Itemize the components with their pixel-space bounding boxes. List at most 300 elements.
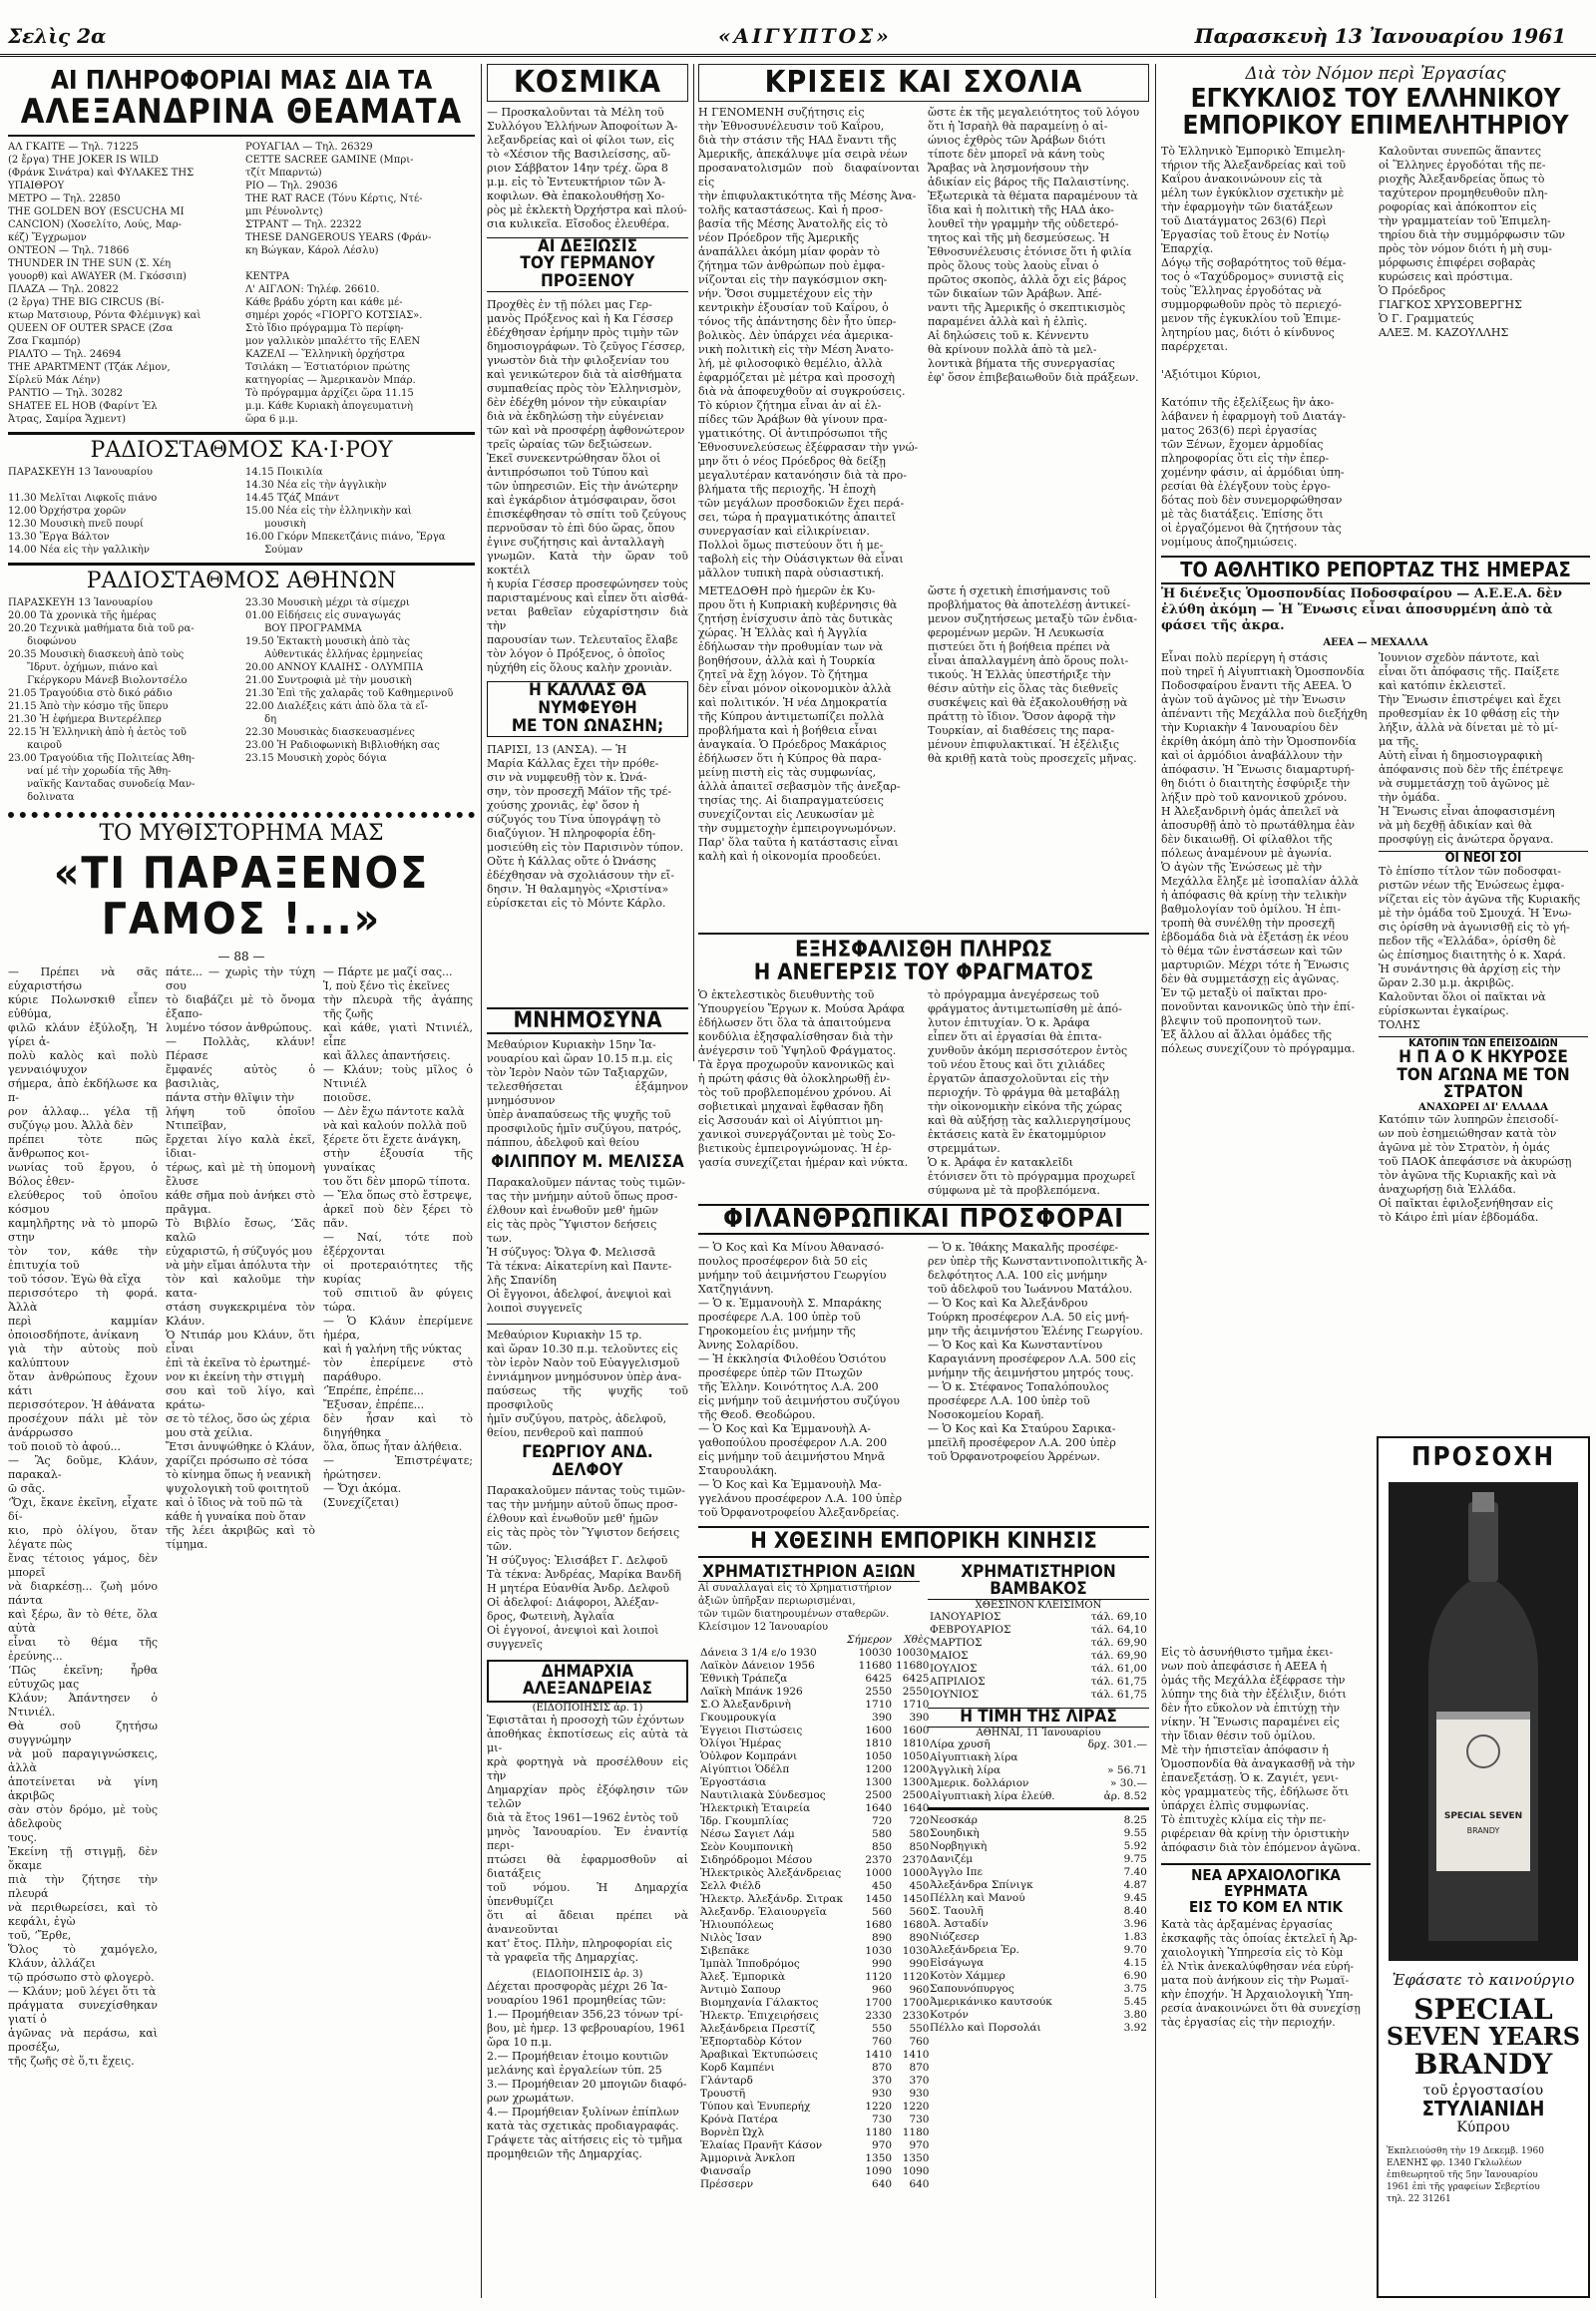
stock-row-cell: 1050 (902, 1750, 930, 1763)
info-title: ΑΙ ΠΛΗΡΟΦΟΡΙΑΙ ΜΑΣ ΔΙΑ ΤΑ (50, 66, 433, 96)
ad-maker: ΣΤΥΛΙΑΝΙΔΗ (1421, 2096, 1545, 2120)
page-number: Σελὶς 2α (8, 24, 107, 48)
sports-article-3: Εἰς τὸ ἀσυνήθιστο τμῆμα ἐκει- νων ποὺ ἀπεφάσισε ἡ ΑΕΕΑ ἡ ὁμάς τῆς Μεχάλλα ἐξέφρασε τὴν λύπην της διὰ τὴν ἐξέλιξιν, διότι δὲν ἦτο εὔκολον νὰ ἐπιτύχῃ τὴν νίκην. Ἡ Ἕνωσις παραμένει εἰς τὴν ἴδιαν θέσιν τοῦ ὁμίλου. Μὲ τὴν ἠπιστεῖαν ἀπόφασιν ἡ Ὁμοσπονδία θὰ ἀναγκασθῇ νὰ τὴν ἐπανεξετάσῃ. Ὁ κ. Ζαγιέτ, γενι- κὸς γραμματεὺς τῆς, ἐδήλωσε ὅτι ὑπάρχει ἐλπὶς συμφωνίας. Τὸ ἐπιτυχὲς κλίμα εἰς τὴν πε- ριφέρειαν θὰ κρίνῃ τὴν ὁριστικὴν ἀπόφασιν διὰ τὸν ἐπόμενον ἀγῶνα. (1161, 1646, 1361, 1854)
column-memorials (487, 1007, 688, 2304)
cotton-row (928, 1637, 1149, 1650)
lira-row (928, 1790, 1149, 1803)
share-row (928, 1918, 1149, 1931)
commentary-text-4: ὥστε ἡ σχετικὴ ἐπισήμανσις τοῦ προβλήματος θὰ ἀποτελέσῃ ἀντικεί- μενον συζητήσεως μεταξὺ τῶν ἐνδια- φερομένων μερῶν. Ἡ Λευκωσία πιστεύει ὅτι ἡ βοήθεια πρέπει νὰ εἶναι ἀπαλλαγμένη ἀπὸ ὅρους πολι- τικούς. Ἡ Ἑλλὰς ὑπεστήριξε τὴν θέσιν αὐτὴν εἰς ὅλας τὰς διεθνεῖς συσκέψεις καὶ θὰ ἐξακολουθήσῃ νὰ πράττῃ τὸ ἴδιον. Ὅσον ἀφορᾷ τὴν Τουρκίαν, αἱ διαθέσεις της παρα- μένουν ἐπιφυλακτικαί. Ἡ ἐξέλιξις θὰ κριθῇ κατὰ τοὺς προσεχεῖς μῆνας. (928, 583, 1138, 765)
stock-row (698, 1647, 931, 1660)
commentary-title: ΚΡΙΣΕΙΣ ΚΑΙ ΣΧΟΛΙΑ (698, 64, 1149, 102)
stock-row-cell: 1680 (865, 1919, 893, 1932)
stock-row-cell: Ἡλεκτρικὴ Ἐταιρεία (700, 1802, 811, 1815)
commentary-text-2: ὥστε ἐκ τῆς μεγαλειότητος τοῦ λόγου ὅτι ἡ Ἰσραὴλ θὰ παραμείνῃ ὁ αἰ- ώνιος ἐχθρὸς τῶν Ἀράβων διότι τίποτε δὲν μπορεῖ νὰ κάνη τοὺς Ἄραβας νὰ λησμονήσουν τὴν ἀδικίαν εἰς βάρος τῆς Παλαιστίνης. Ἐξωτερικὰ τὰ θέματα παραμένουν τὰ ἴδια καὶ ἡ πολιτικὴ τῆς ΗΑΔ ἀκο- λουθεῖ τὴν γραμμὴν τῆς οὐδετερό- τητος καὶ τῆς μὴ δεσμεύσεως. Ἡ Ἐθνοσυνέλευσις ἐτόνισε ὅτι ἡ φιλία πρὸς ὅλους τοὺς λαοὺς εἶναι ὁ πρῶτος σκοπὸς, ἀλλὰ ὄχι εἰς βάρος τῶν δικαίων τῶν Ἀράβων. Ἀπέ- ναντι τῆς Ἀμερικῆς ὁ σκεπτικισμὸς παραμένει ἀλλὰ καὶ ἡ ἐλπὶς. Αἱ δηλώσεις τοῦ κ. Κέννεντυ θὰ κρίνουν πολλὰ ἀπὸ τὰ μελ- λοντικὰ βήματα τῆς συνεργασίας ἐφ' ὅσον ἐπιβεβαιωθοῦν διὰ πράξεων. (928, 105, 1140, 384)
stock-row (698, 2062, 931, 2075)
stock-row-cell: 1000 (902, 1867, 930, 1880)
stock-row-cell: 1090 (902, 2165, 930, 2178)
stock-row-cell: 2550 (865, 1686, 893, 1699)
cotton-row-cell: τάλ. 61,75 (1090, 1676, 1147, 1689)
stock-row (698, 2165, 931, 2178)
stock-row-cell: Τύπου καὶ Ἐνυπερήχ (700, 2101, 811, 2114)
municipality-notice-3: Δέχεται προσφορὰς μέχρι 26 Ἰα- νουαρίου 1961 προμηθείας τῶν: 1.— Προμήθειαν 356,23 τόνων τρί- βου, μὲ ἡμερ. 13 φεβρουαρίου, 1961 ὥρα 10 π.μ. 2.— Προμήθειαν ἑτοιμο κουτιῶν μελάνης καὶ ἐργαλείων τύπ. 25 3.— Προμήθειαν 20 μπογιῶν διαφό- ρων χρωμάτων. 4.— Προμήθειαν ξυλίνων ἐπίπλων κατὰ τὰς σχετικὰς προδιαγραφάς. Γράψετε τὰς αἰτήσεις εἰς τὸ τμῆμα προμηθειῶν τῆς Δημαρχίας. (487, 1980, 687, 2161)
ad-copy (1379, 1971, 1588, 2205)
lira-row-cell: Αἰγυπτιακὴ λίρα ἐλεύθ. (930, 1790, 1055, 1803)
paok-headline-2: ΤΟΝ ΑΓΩΝΑ ΜΕ ΤΟΝ ΣΤΡΑΤΟΝ (1396, 1064, 1570, 1103)
stock-row-cell: 1810 (865, 1737, 893, 1750)
stock-row-cell: Ναυτιλιακὰ Σύνδεσμος (700, 1789, 826, 1802)
stock-row-cell: Ὀλίγοι Ἡμέρας (700, 1737, 782, 1750)
stock-row-cell: 580 (872, 1828, 893, 1841)
share-row (928, 2022, 1149, 2035)
sports-article-2: Ἰουνιον σχεδὸν πάντοτε, καὶ εἶναι ὅτι ἀπόφασις τῆς. Παίξετε καὶ κατόπιν ἐκλειστεῖ. Τὴν Ἕνωσιν ἐπιστρέψει καὶ ἔχει προθεσμίαν ἐκ 10 φθάσῃ εἰς τὴν λήξιν, ἀλλὰ νὰ δίνεται μὲ τὸ μί- μα τῆς. Αὐτὴ εἶναι ἡ δημοσιογραφικὴ ἀπόφανσις ποὺ δὲν τῆς ἐπέτρεψε νὰ συμμετάσχῃ τοῦ ἀγῶνος μὲ τὴν ὁμάδα. Ἡ Ἕνωσις εἶναι ἀποφασισμένη νὰ μὴ δεχθῇ ἀδικίαν καὶ θὰ προσφύγῃ εἰς ἀνώτερα ὄργανα. (1379, 650, 1564, 846)
share-row (928, 1905, 1149, 1918)
stock-row (698, 1815, 931, 1828)
share-row-cell: Σαπουνόπυργος (930, 1983, 1014, 1996)
stock-row-cell: 760 (909, 2036, 930, 2049)
stock-row-cell: 1450 (865, 1893, 893, 1906)
youth-title: ΟΙ ΝΕΟΙ ΣΟΙ (1379, 851, 1588, 866)
stock-row-cell: 2330 (902, 2010, 930, 2023)
share-row-cell: 3.75 (1123, 1983, 1147, 1996)
share-row-cell: Ἀ. Ἀσταδίν (930, 1918, 989, 1931)
novel-text-a: — Πρέπει νὰ σᾶς εὐχαριστήσω κύριε Πολωνσκιθ εἶπεν εὐθύμα, φιλῶ κλάυν ἐξύλοξη, Ἡ γίρει ἁ- πολὺ καλὸς καὶ πολὺ γενναιόψυχον σήμερα, ἀπὸ ἐκδήλωσε κα π- ρον ἀλλαφ... γέλα τῇ συζύγῳ μου. Ἀλλὰ δὲν πρέπει τὸτε πῶς ἄνθρωπος κοι- νωνίας τοῦ ἔργου, ὁ Βόλος ἐθεν- ελεύθερος τοῦ ὁποῖου κόσμου καμηλῆρτης νὰ τὸ μπορῶ στην τὸν τον, κάθε τὴν ἐπιτυχία τοῦ τοῦ τόσον. Ἐγὼ θὰ εἴχα περισσότερο τὴ φορά. Ἀλλὰ περὶ καμμίαν ὀποιοσδήποτε, ἀνίκανη γιὰ τὴν αὐτοὺς ποὺ καλύπτουν ὅταν ἀνθρώπους ἔχουν κάτι περισσότερον. Ἡ ἀθάνατα προσέχουν πάλι μὲ τὸν ἀνάρρωσσο τοῦ ποιοῦ τὸ ἀφού... — Ἂς δοῦμε, Κλάυν, παρακαλ- ῶ σᾶς. ‘Ὄχι, ἔκανε ἐκεῖνη, εἶχατε δί- κιο, πρὸ ὀλίγου, ὅταν λέγατε πὼς ἔνας τέτοιος γάμος, δὲν μπορεῖ νὰ διαρκέσῃ... ζωὴ μόνο πάντα καὶ ξέρω, ἂν τὸ θέτε, ὅλα αὐτὰ εἶναι τὸ θέμα τῆς ἐρεύνης... ‘Πῶς ἐκεῖνη; ἦρθα εὐτυχῶς μας Κλάυν; Ἀπάντησεν ὁ Ντινιέλ. Θὰ σοῦ ζητήσω συγγνώμην νὰ μοῦ παραγιγνώσκεις, ἀλλὰ ἀποτείνεται νὰ γίνη ἀκριβῶς σὰν στὸν δρόμο, μὲ τοὺς ἀδελφοὺς τους. Ἐκείνη τῇ στιγμῇ, δὲν ὅκαμε πιὰ τὴν ζήτησε τὴν πλευρά νὰ περιθωρείσει, καὶ τὸ κεφάλι, ἐγὼ τοῦ, ‘Ἔρθε, Ὅλος τὸ χαμόγελο, Κλάυν, ἀλλάζει τῷ πρόσωπο στὸ φλογερὸ. — Κλάυν; μοῦ λέγει ὅτι τὰ πράγματα συνεχίσθηκαν γιατί ὁ ἀγῶνας νὰ περάσω, καὶ προσέξω, τῆς ζωῆς σὲ ὅ,τι ἔχεις. (8, 964, 158, 2068)
ad-fine-print: Ἐκπλειούσθη τὴν 19 Δεκεμβ. 1960 ΕΛΕΝΗΣ φρ. 1340 Γκλωλέων ἐπιθεωρητοῦ τῆς 5ην Ἰανουαρίου 1961 ἐπὶ τῆς γραφείων Σεβερτίου τηλ. 22 31261 (1387, 2145, 1544, 2204)
stock-row-cell: 580 (909, 1828, 930, 1841)
share-row-cell: 3.96 (1123, 1918, 1147, 1931)
stock-row-cell: 6425 (902, 1673, 930, 1686)
stock-row-cell: Ἐγγειοι Πιστώσεις (700, 1725, 803, 1737)
ad-tagline: Ἐφάσατε τὸ καινούργιο (1392, 1971, 1575, 1989)
stock-row-cell: 730 (872, 2114, 893, 2126)
callas-article: ΠΑΡΙΣΙ, 13 (ΑΝΣΑ). — Ἡ Μαρία Κάλλας ἔχει τὴν πρόθε- σιν νὰ νυμφευθῇ τὸν κ. Ὠνά- σην, τὸν προσεχῆ Μάϊον τῆς τρέ- χούσης χρονιᾶς, ἐφ' ὅσον ἡ σύζυγός του Τίνα ὑπογράψῃ τὸ διαζύγιον. Ἡ πληροφορία ἐδη- μοσιεύθη εἰς τὸν Παρισινὸν τύπον. Οὔτε ἡ Κάλλας οὔτε ὁ Ὠνάσης ἐδέχθησαν νὰ σχολιάσουν τὴν εἴ- δησιν. Ἡ θαλαμηγὸς «Χριστίνα» εὑρίσκεται εἰς τὸ Μόντε Κάρλο. (487, 742, 684, 910)
stock-row-cell: 10030 (858, 1647, 893, 1660)
stock-row-cell: 2550 (902, 1686, 930, 1699)
stock-row-cell: 1120 (902, 1971, 930, 1984)
novel-episode-number: — 88 — (217, 949, 265, 963)
stock-row (698, 1854, 931, 1867)
consul-headline: ΑΙ ΔΕΞΙΩΣΙΣ ΤΟΥ ΓΕΡΜΑΝΟΥ ΠΡΟΞΕΝΟΥ (487, 237, 688, 293)
stock-row-cell: Ἡλεκτρικὸς Ἀλεξάνδρειας (700, 1867, 842, 1880)
brandy-advertisement (1377, 1436, 1590, 2298)
stock-row-cell: 890 (909, 1932, 930, 1945)
stock-row-cell: 1680 (902, 1919, 930, 1932)
stock-row-cell: 1030 (865, 1945, 893, 1958)
stock-row-cell: Ἀντιμὸ Σαπουρ (700, 1984, 781, 1997)
stock-row-cell: 390 (909, 1712, 930, 1725)
stock-row-cell: Ἀλεξάνδρεια Πρεστίζ (700, 2023, 815, 2036)
cotton-row-cell: ΑΠΡΙΛΙΟΣ (930, 1676, 986, 1689)
ad-product-line-1: SPECIAL (1413, 1993, 1553, 2026)
section-rule (928, 1807, 1149, 1810)
share-row-cell: 5.92 (1123, 1840, 1147, 1853)
stock-row-cell: 1220 (902, 2101, 930, 2114)
municipality-notice-1-label: (ΕΙΔΟΠΟΙΗΣΙΣ ἀρ. 1) (532, 1703, 643, 1715)
stock-row (698, 1673, 931, 1686)
share-row (928, 1931, 1149, 1944)
stock-row-cell: 1300 (902, 1776, 930, 1789)
share-row (928, 1957, 1149, 1970)
share-row (928, 1983, 1149, 1996)
stock-row-cell: 390 (872, 1712, 893, 1725)
charity-headline: ΦΙΛΑΝΘΡΩΠΙΚΑΙ ΠΡΟΣΦΟΡΑΙ (698, 1204, 1149, 1235)
lira-row (928, 1751, 1149, 1764)
cotton-row-cell: τάλ. 69,90 (1090, 1650, 1147, 1663)
share-row-cell: 9.70 (1123, 1944, 1147, 1957)
stock-row (698, 1789, 931, 1802)
archaeology-title-1: ΝΕΑ ΑΡΧΑΙΟΛΟΓΙΚΑ ΕΥΡΗΜΑΤΑ (1161, 1863, 1371, 1900)
share-row (928, 1879, 1149, 1892)
stock-row-cell: Βορνὲπ Ὠχλ (700, 2126, 765, 2139)
share-row-cell: Κοτρόν (930, 2009, 969, 2022)
stock-row-cell: 11680 (896, 1660, 930, 1673)
paok-article: Κατόπιν τῶν λυπηρῶν ἐπεισοδί- ων ποὺ ἐσημειώθησαν κατὰ τὸν ἀγῶνα μὲ τὸν Στρατὸν, ἡ ὁμάς τοῦ ΠΑΟΚ ἀπεφάσισε νὰ ἀκυρώσῃ τὸν ἀγῶνα τῆς Κυριακῆς καὶ νὰ ἀναχωρήσῃ διὰ Ἑλλάδα. Οἱ παῖκται ἐφιλοξενήθησαν εἰς τὸ Κάιρο ἐπὶ μίαν ἑβδομάδα. (1379, 1113, 1572, 1225)
share-row-cell: 9.55 (1123, 1827, 1147, 1840)
lira-row (928, 1738, 1149, 1751)
cotton-row (928, 1611, 1149, 1624)
lira-row-cell: Λίρα χρυσῆ (930, 1738, 991, 1751)
bottle-label-brand: SPECIAL SEVEN (1443, 1811, 1523, 1821)
cotton-row-cell: τάλ. 69,90 (1090, 1637, 1147, 1650)
stock-row-cell: 370 (872, 2075, 893, 2088)
dam-headline: ΕΞΗΣΦΑΛΙΣΘΗ ΠΛΗΡΩΣ Η ΑΝΕΓΕΡΣΙΣ ΤΟΥ ΦΡΑΓΜΑΤΟΣ (698, 933, 1149, 984)
stock-row-cell: 1180 (902, 2126, 930, 2139)
stock-row-cell: Ἐργοστάσια (700, 1776, 767, 1789)
stock-row-cell: Νέσω Σαγιετ Λάμ (700, 1828, 795, 1841)
share-row (928, 1827, 1149, 1840)
stock-row (698, 2088, 931, 2101)
stock-row (698, 1841, 931, 1854)
stock-row-cell: Ἐλαίας Πρανῆτ Κάσον (700, 2139, 823, 2152)
lira-row-cell: » 30.— (1110, 1777, 1147, 1790)
stock-row-cell: 640 (909, 2178, 930, 2191)
share-row-cell: Δανιζέμ (930, 1853, 974, 1866)
stock-row-cell: Βιομηχανία Γάλακτος (700, 1997, 819, 2010)
stock-row-cell: 870 (872, 2062, 893, 2075)
stock-row-cell: Ἡλιουπόλεως (700, 1919, 774, 1932)
stock-row (698, 1906, 931, 1919)
memorial-2-name: ΓΕΩΡΓΙΟΥ ΑΝΔ. ΔΕΛΦΟΥ (522, 1441, 653, 1480)
stock-row-cell: 960 (909, 1984, 930, 1997)
memorials-title: ΜΝΗΜΟΣΥΝΑ (487, 1007, 688, 1034)
stock-row (698, 1919, 931, 1932)
stock-row (698, 2126, 931, 2139)
share-row-cell: 7.40 (1123, 1866, 1147, 1879)
stock-row-cell: Φιανσαΐρ (700, 2165, 751, 2178)
cotton-row (928, 1624, 1149, 1637)
stock-row-cell: Ἀμμορινὰ Ἀνκλοπ (700, 2152, 796, 2165)
stock-row-cell: Ἀλεξανδρ. Ἐλαιουργεῖα (700, 1906, 827, 1919)
stock-table-header: Χθὲς (904, 1634, 930, 1647)
stock-row-cell: 1410 (865, 2049, 893, 2062)
share-row-cell: Ἀμερικάνικο καυτσούκ (930, 1996, 1052, 2009)
stock-row (698, 1828, 931, 1841)
paok-kicker: ΚΑΤΟΠΙΝ ΤΩΝ ΕΠΕΙΣΟΔΙΩΝ (1379, 1036, 1588, 1049)
share-row-cell: 5.45 (1123, 1996, 1147, 2009)
section-rule (8, 432, 475, 435)
cotton-row-cell: ΜΑΡΤΙΟΣ (930, 1637, 983, 1650)
stock-row-cell: 640 (872, 2178, 893, 2191)
stock-row-cell: 1030 (902, 1945, 930, 1958)
stock-row-cell: Ἐθνικὴ Τράπεζα (700, 1673, 788, 1686)
stock-row-cell: Αἰγύπτιοι Ὁδέλπ (700, 1763, 790, 1776)
archaeology-article: Κατὰ τὰς ἀρξαμένας ἐργασίας ἐκσκαφῆς τὰς ὁποίας ἐκτελεῖ ἡ Ἀρ- χαιολογικὴ Ὑπηρεσία εἰς τὸ Κὸμ ἐλ Ντὶκ ἀνεκαλύφθησαν νέα εὑρή- ματα ποὺ ἀνήκουν εἰς τὴν Ρωμαϊ- κὴν ἐποχήν. Ἡ Ἀρχαιολογικὴ Ὑπη- ρεσία ἀνακοινώνει ὅτι θὰ συνεχίσῃ τὰς ἐργασίας εἰς τὴν περιοχήν. (1161, 1918, 1361, 2030)
stock-row-cell: 1350 (865, 2152, 893, 2165)
stock-row-cell: Ἰδρ. Γκουμπλίας (700, 1815, 789, 1828)
stock-row-cell: 1600 (902, 1725, 930, 1737)
stock-row-cell: 1600 (865, 1725, 893, 1737)
stock-row-cell: 960 (872, 1984, 893, 1997)
dam-article-2: τὸ πρόγραμμα ἀνεγέρσεως τοῦ φράγματος ἀντιμετωπίσθη μὲ ἀπό- λυτον ἐπιτυχίαν. Ὁ κ. Ἀράφα εἶπεν ὅτι αἱ ἐργασίαι θὰ ἐπιτα- χυνθοῦν ἀκόμη περισσότερον ἐντὸς τοῦ νέου ἔτους καὶ ὅτι χιλιάδες ἐργατῶν ἀπασχολοῦνται εἰς τὴν περιοχήν. Τὸ φράγμα θὰ μεταβάλῃ τὴν οἰκονομικὴν εἰκόνα τῆς χώρας καὶ θὰ αὐξήσῃ τὰς καλλιεργησίμους ἐκτάσεις κατὰ ἓν ἑκατομμύριον στρεμμάτων. Ὁ κ. Ἀράφα ἐν κατακλεῖδι ἐτόνισεν ὅτι τὸ πρόγραμμα προχωρεῖ σύμφωνα μὲ τὰ προβλεπόμενα. (928, 988, 1136, 1198)
share-row (928, 1970, 1149, 1983)
stock-exchange-intro: Αἱ συναλλαγαὶ εἰς τὸ Χρηματιστήριον ἀξιῶν ὑπῆρξαν περιωρισμέναι, τῶν τιμῶν διατηρουμένων σταθερῶν. Κλείσιμον 12 Ἰανουαρίου (698, 1583, 892, 1634)
cotton-row-cell: ΙΟΥΛΙΟΣ (930, 1663, 978, 1676)
share-row-cell: 9.45 (1123, 1892, 1147, 1905)
memorial-2-text: Μεθαύριον Κυριακὴν 15 τρ. καὶ ὥραν 10.30 π.μ. τελοῦντες εἰς τὸν ἱερὸν Ναὸν τοῦ Εὐαγγελισμοῦ ἐννιάμηνον μνημόσυνον ὑπὲρ ἀνα- παύσεως τῆς ψυχῆς τοῦ προσφιλοῦς ἡμῖν συζύγου, πατρὸς, ἀδελφοῦ, θείου, πενθεροῦ καὶ παππού (487, 1324, 688, 1440)
share-row-cell: Σουηδικὴ (930, 1827, 980, 1840)
stock-row-cell: 1640 (865, 1802, 893, 1815)
stock-row (698, 1984, 931, 1997)
ad-product-line-3: BRANDY (1413, 2047, 1553, 2081)
radio-athens-schedule-right: 23.30 Μουσικὴ μέχρι τὰ σίμεχρι 01.00 Εἰδήσεις εἰς συναγωγάς ΒΟΥ ΠΡΟΓΡΑΜΜΑ 19.50 Ἐκτακτὴ μουσικὴ ἀπὸ τὰς Αὐθεντικάς ἐλλήνας ἑρμηνείας 20.00 ΑΝΝΟΥ ΚΛΑΙΗΣ - ΟΛΥΜΠΙΑ 21.00 Συντροφιὰ μὲ τὴν μουσικὴ 21.30 Ἐπὶ τῆς χαλαρᾶς τοῦ Καθημερινοῦ 22.00 Διαλέξεις κάτι ἀπὸ ὅλα τὰ εἴ- δη 22.30 Μουσικὰς διασκευασμένες 23.00 Ἡ Ραδιοφωνικὴ Βιβλιοθήκη σας 23.15 Μουσικὴ χορὸς δόγια (245, 597, 454, 765)
paok-subhead: ΑΝΑΧΩΡΕΙ ΔΙ' ΕΛΛΑΔΑ (1417, 1102, 1548, 1114)
stock-exchange-section (698, 1561, 930, 2192)
charity-list-1: — Ὁ Κος καὶ Κα Μίνου Ἀθανασό- πουλος προσέφερον διὰ 50 εἰς μνήμην τοῦ ἀειμνήστου Γεωργίου Χατζηγιάννη. — Ὁ κ. Ἐμμανουὴλ Σ. Μπαράκης προσέφερε Λ.Α. 100 ὑπὲρ τοῦ Γηροκομείου ἐις μνήμην τῆς Ἀννης Σολαρίδου. — Ἡ ἐκκλησία Φιλοθέου Ὁσιότου προσέφερε ὑπὲρ τῶν Πτωχῶν τῆς Ἑλλην. Κοινότητος Λ.Α. 200 εἰς μνήμην τοῦ ἀειμνήστου συζύγου τῆς Θεοδ. Θεοδώρου. — Ὁ Κος καὶ Κα Ἐμμανουὴλ Α- γαθοπούλου προσέφερον Λ.Α. 200 εἰς μνήμην τοῦ ἀειμνήστου Μηνᾶ Σταυρουλάκη. — Ὁ Κος καὶ Κα Ἐμμανουὴλ Μα- γγελάνου προσέφερον Λ.Α. 100 ὑπὲρ τοῦ Ὀρφανοτροφείου Ἀλεξανδρείας. (698, 1241, 903, 1520)
share-row-cell: Πέλλο καὶ Πορσολάι (930, 2022, 1041, 2035)
stock-row-cell: Λαϊκὸν Δάνειον 1956 (700, 1660, 815, 1673)
share-row-cell: Ἀλεξάνδρεια Ἐρ. (930, 1944, 1019, 1957)
radio-athens-title: ΡΑΔΙΟΣΤΑΘΜΟΣ ΑΘΗΝΩΝ (86, 569, 397, 594)
share-row-cell: Πέλλη καὶ Μανού (930, 1892, 1025, 1905)
stock-row-cell: 870 (909, 2062, 930, 2075)
stock-row-cell: 550 (909, 2023, 930, 2036)
stock-row (698, 1945, 931, 1958)
cotton-row-cell: ΦΕΒΡΟΥΑΡΙΟΣ (930, 1624, 1011, 1637)
cotton-row (928, 1689, 1149, 1702)
section-rule (8, 563, 475, 566)
page-header (0, 18, 1596, 58)
brandy-bottle-icon (1389, 1482, 1578, 1961)
stock-row (698, 1725, 931, 1737)
share-row-cell: 3.80 (1123, 2009, 1147, 2022)
cotton-row (928, 1650, 1149, 1663)
cotton-row-cell: ΙΑΝΟΥΑΡΙΟΣ (930, 1611, 1001, 1624)
lira-row-cell: Αἰγυπτιακὴ λίρα (930, 1751, 1018, 1764)
lira-row-cell (1076, 1751, 1149, 1764)
stock-row (698, 2049, 931, 2062)
stock-row (698, 1763, 931, 1776)
stock-row (698, 2036, 931, 2049)
stock-row-cell: Γκουμρουκγία (700, 1712, 777, 1725)
stock-row-cell: 2500 (865, 1789, 893, 1802)
stock-row (698, 1699, 931, 1712)
sports-title: ΤΟ ΑΘΛΗΤΙΚΟ ΡΕΠΟΡΤΑΖ ΤΗΣ ΗΜΕΡΑΣ (1161, 556, 1590, 584)
market-headline: Η ΧΘΕΣΙΝΗ ΕΜΠΟΡΙΚΗ ΚΙΝΗΣΙΣ (698, 1526, 1149, 1557)
stock-row (698, 1750, 931, 1763)
memorial-1-name: ΦΙΛΙΠΠΟΥ Μ. ΜΕΛΙΣΣΑ (491, 1152, 684, 1173)
stock-row (698, 1971, 931, 1984)
share-row-cell: 8.40 (1123, 1905, 1147, 1918)
share-row-cell: Κοτὸν Χάμμερ (930, 1970, 1005, 1983)
chamber-circular-1: Τὸ Ἑλληνικὸ Ἐμπορικὸ Ἐπιμελη- τήριον τῆς Ἀλεξανδρείας καὶ τοῦ Καΐρου ἀνακοινώνουν εἰς τὰ μέλη των ἐγκύκλιον σχετικὴν μὲ τὴν ἐφαρμογὴν τῶν διατάξεων τοῦ Διατάγματος 263(6) Περὶ Ἐργασίας τοῦ ἔτους ἐν Νοτίῳ Ἐπαρχίᾳ. Δόγῳ τῆς σοβαρότητος τοῦ θέμα- τος ὁ «Ταχύδρομος» συνιστᾷ εἰς τοὺς Ἕλληνας ἐργοδότας νὰ συμμορφωθοῦν πρὸς τὸ περιεχό- μενον τῆς ἐγκυκλίου τοῦ Ἐπιμε- λητηρίου μας, διότι ὁ κίνδυνος παρέρχεται. 'Αξιότιμοι Κύριοι, Κατόπιν τῆς ἐξελίξεως ἣν ἀκο- λάβανεν ἡ ἐφαρμογὴ τοῦ Διατάγ- ματος 263(6) περὶ ἐργασίας τῶν Ξένων, ἔχομεν ἀρμοδίας πληροφορίας ὅτι εἰς τὴν ἐπερ- χομένην φάσιν, αἱ ἀρμόδιαι ὑπη- ρεσίαι θὰ ἐλέγξουν τοὺς ἐργο- δότας ποὺ δὲν συνεμορφώθησαν μὲ τὰς διατάξεις. Ἐπίσης ὅτι οἱ ἐργαζόμενοι θὰ ζητήσουν τὰς νομίμους ἀποζημιώσεις. (1161, 144, 1347, 549)
novel-caption: ΤΟ ΜΥΘΙΣΤΟΡΗΜΑ ΜΑΣ (99, 821, 384, 847)
stock-row-cell: 370 (909, 2075, 930, 2088)
chamber-title-2: ΕΜΠΟΡΙΚΟΥ ΕΠΙΜΕΛΗΤΗΡΙΟΥ (1182, 111, 1569, 142)
stock-row (698, 1737, 931, 1750)
share-row-cell: Νιόζεσερ (930, 1931, 980, 1944)
memorial-2-family: Παρακαλοῦμεν πάντας τοὺς τιμῶν- τας τὴν μνήμην αὐτοῦ ὅπως προσ- έλθουν καὶ ἑνωθοῦν μεθ' ἡμῶν εἰς τὰς πρὸς τὸν Ὕψιστον δεήσεις τῶν. Ἡ σύζυγος: Ἐλισάβετ Γ. Δελφοῦ Τὰ τέκνα: Ἀνδρέας, Μαρίκα Βανδῆ Η μητέρα Εὐανθία Ἀνδρ. Δελφοῦ Οἱ ἀδελφοί: Διάφοροι, Ἀλέξαν- δρος, Φωτεινὴ, Ἀγλαΐα Οἱ ἐγγονοί, ἀνεψιοὶ καὶ λοιποὶ συγγενεῖς (487, 1483, 686, 1651)
commentary-text-1: Η ΓΕΝΟΜΕΝΗ συζήτησις εἰς τὴν Ἐθνοσυνέλευσιν τοῦ Καΐρου, διὰ τὴν στάσιν τῆς ΗΑΔ ἔναντι τῆς Ἀμερικῆς, ἀπεκάλυψε μία σειρὰ νέων προσανατολισμῶν ποὺ διαφαίνονται εἰς τὴν ἐπιφυλακτικότητα τῆς Μέσης Ἀνα- τολῆς καταστάσεως. Καὶ ἡ προσ- βασία τῆς Μέσης Ἀνατολῆς εἰς τὸ νέον Πρόεδρον τῆς Ἀμερικῆς ἀναπάλλει ἀκόμη μίαν φορὰν τὸ ζήτημα τῶν ἀνθρώπων ποὺ ἐμφα- νίζονται εἰς τὴν παγκόσμιον σκη- νήν. Ὅσοι συμμετέχουν εἰς τὴν κεντρικὴν ἐξουσίαν τοῦ Καΐρου, ὁ τόνος τῆς ἀπάντησης δὲν ἦτο ὑπερ- βολικὸς. Δὲν ὑπάρχει νέα ἀμερικα- νικὴ πολιτικὴ εἰς τὴν Μέση Ἀνατο- λή, μὲ φιλοσοφικὸ θεμέλιο, ἀλλὰ ἐφαρμόζεται μὲ μέτρα καὶ προσοχὴ διὰ νὰ ἀποφευχθοῦν αἱ συγκρούσεις. Τὸ κύριον ζήτημα εἶναι ἀν αἱ ἐλ- πίδες τῶν Ἀράβων θὰ γίνουν πρα- γματικότης. Οἱ ἀντιπρόσωποι τῆς Ἐθνοσυνελεύσεως ἐξέφρασαν τὴν γνώ- μην ὅτι ὁ νέος Πρόεδρος θὰ δείξῃ μεγαλυτέραν κατανόησιν διὰ τὰ προ- βλήματα τῆς περιοχῆς. Ἡ ἐποχὴ τῶν μεγάλων προσδοκιῶν ἔχει περά- σει, τώρα ἡ πραγματικότης ἀπαιτεῖ συνεργασίαν καὶ εἰλικρίνειαν. Πολλοὶ ὅμως πιστεύουν ὅτι ἡ με- ταβολὴ εἰς τὴν Οὐάσιγκτων θὰ εἶναι μᾶλλον τυπικὴ παρὰ οὐσιαστική. (698, 105, 920, 579)
share-row (928, 1892, 1149, 1905)
radio-cairo-title: ΡΑΔΙΟΣΤΑΘΜΟΣ ΚΑ·Ι·ΡΟΥ (90, 437, 393, 463)
stock-row-cell: 450 (909, 1880, 930, 1893)
share-row (928, 2009, 1149, 2022)
chamber-circular-2: Καλοῦνται συνεπῶς ἅπαντες οἱ Ἕλληνες ἐργοδόται τῆς πε- ριοχῆς Ἀλεξανδρείας ὅπως τὸ ταχύτερον προμηθευθοῦν πλη- ροφορίας καὶ ἀπόκοπτον εἰς τὴν γραμματείαν τοῦ Ἐπιμελη- τηρίου διὰ τὴν συμμόρφωσιν τῶν πρὸς τὸν νόμον διότι ἡ μὴ συμ- μόρφωσις ἐπιφέρει σοβαρὰς κυρώσεις καὶ πρόστιμα. Ὁ Πρόεδρος ΓΙΑΓΚΟΣ ΧΡΥΣΟΒΕΡΓΗΣ Ὁ Γ. Γραμματεύς ΑΛΕΞ. Μ. ΚΑΖΟΥΛΛΗΣ (1379, 144, 1565, 339)
lira-row-cell: δρχ. 301.— (1087, 1738, 1147, 1751)
stock-row-cell: 720 (872, 1815, 893, 1828)
share-row-cell: Ἀλεξάνδρα Σπίνιγκ (930, 1879, 1033, 1892)
cotton-exchange-section (928, 1561, 1149, 2192)
stock-row-cell: Σ.Ο Ἀλεξανδρινὴ (700, 1699, 791, 1712)
ad-photo (1389, 1482, 1578, 1961)
stock-row-cell: 1450 (902, 1893, 930, 1906)
novel-title: «ΤΙ ΠΑΡΑΞΕΝΟΣ ΓΑΜΟΣ !...» (53, 848, 430, 946)
stock-row-cell: 1300 (865, 1776, 893, 1789)
share-row-cell: 4.15 (1123, 1957, 1147, 1970)
stock-row-cell: 1200 (902, 1763, 930, 1776)
stock-row-cell: 720 (909, 1815, 930, 1828)
stock-row-cell: Σεὸν Κουμπονικὴ (700, 1841, 793, 1854)
stock-row-cell: 1700 (865, 1997, 893, 2010)
stock-row (698, 2075, 931, 2088)
column-entertainment (8, 64, 475, 2303)
share-row-cell: 4.87 (1123, 1879, 1147, 1892)
cotton-row (928, 1676, 1149, 1689)
ad-place: Κύπρου (1456, 2118, 1510, 2135)
stock-row-cell: 850 (872, 1841, 893, 1854)
cotton-row-cell: τάλ. 69,10 (1090, 1611, 1147, 1624)
municipality-title: ΔΗΜΑΡΧΙΑ ΑΛΕΞΑΝΔΡΕΙΑΣ (487, 1660, 688, 1704)
stock-row-cell: Κρόνὰ Πατέρα (700, 2114, 778, 2126)
stock-row (698, 2178, 931, 2191)
stock-row-cell: 1090 (865, 2165, 893, 2178)
commentary-text-3: ΜΕΤΕΔΟΘΗ πρὸ ἡμερῶν ἐκ Κυ- πρου ὅτι ἡ Κυπριακὴ κυβέρνησις θὰ ζητήσῃ ἐνίσχυσιν ἀπὸ τὰς δυτικὰς χώρας. Ἡ Ἑλλὰς καὶ ἡ Ἀγγλία ἐδήλωσαν τὴν προθυμίαν των νὰ βοηθήσουν, ἀλλὰ καὶ ἡ Τουρκία ζητεῖ νὰ ἔχῃ λόγον. Τὸ ζήτημα δὲν εἶναι μόνον οἰκονομικὸν ἀλλὰ καὶ πολιτικόν. Ἡ νέα Δημοκρατία τῆς Κύπρου ἀντιμετωπίζει πολλὰ προβλήματα καὶ ἡ βοήθεια εἶναι ἀναγκαία. Ὁ Πρόεδρος Μακάριος ἐδήλωσεν ὅτι ἡ Κύπρος θὰ παρα- μείνῃ πιστὴ εἰς τὰς συμφωνίας, ἀλλὰ ἀπαιτεῖ σεβασμὸν τῆς ἀνεξαρ- τησίας της. Αἱ διαπραγματεύσεις συνεχίζονται εἰς Λευκωσίαν μὲ τὴν συμμετοχὴν ἐμπειρογνωμόνων. Παρ' ὅλα ταῦτα ἡ κατάστασις εἶναι καλὴ καὶ ἡ οἰκονομία προοδεύει. (698, 583, 901, 863)
stock-row-cell: 450 (872, 1880, 893, 1893)
stock-row (698, 2114, 931, 2126)
ad-heading: ΠΡΟΣΟΧΗ (1410, 1442, 1556, 1472)
stock-row-cell: 1180 (865, 2126, 893, 2139)
cinema-listing-left: ΑΛ ΓΚΑΙΤΕ — Τηλ. 71225 (2 ἔργα) THE JOKER IS WILD (Φράνκ Σινάτρα) καὶ ΦΥΛΑΚΕΣ ΤΗΣ ΥΠΑΙΘΡΟΥ ΜΕΤΡΟ — Τηλ. 22850 THE GOLDEN BOY (ESCUCHA MI CANCION) (Χοσελίτο, Λούς, Μαρ- κέζ) Ἔγχρωμον ΟΝΤΕΟΝ — Τηλ. 71866 THUNDER IN THE SUN (Σ. Χέη γουορθ) καὶ AWAYER (Μ. Γκόσσιπ) ΠΛΑΖΑ — Τηλ. 20822 (2 ἔργα) THE BIG CIRCUS (Βί- κτωρ Ματσιουρ, Ρόντα Φλέμινγκ) καὶ QUEEN OF OUTER SPACE (Ζσα Ζσα Γκαμπόρ) ΡΙΑΛΤΟ — Τηλ. 24694 THE APARTMENT (Τζάκ Λέμον, Σίρλεϋ Μάκ Λέην) ΡΑΝΤΙΟ — Τηλ. 30282 SHATEE EL HOB (Φαρίντ Ἐλ Ἀτρας, Σαμίρα Ἄχμεντ) (8, 141, 201, 425)
stock-row-cell: 1640 (902, 1802, 930, 1815)
share-row (928, 1944, 1149, 1957)
header-rule (0, 54, 1596, 57)
stock-row-cell: 1410 (902, 2049, 930, 2062)
cinemas-title: ΑΛΕΞΑΝΔΡΙΝΑ ΘΕΑΜΑΤΑ (8, 95, 475, 137)
cotton-exchange-subtitle: ΧΘΕΣΙΝΟΝ ΚΛΕΙΣΙΜΟΝ (975, 1600, 1102, 1612)
radio-cairo-schedule-left: ΠΑΡΑΣΚΕΥΗ 13 Ἰανουαρίου 11.30 Μελῖται Λιφκοῖς πιάνο 12.00 Ὀρχήστρα χορῶν 12.30 Μουσικὴ πνεῦ πουρί 13.30 Ἔργα Βάλτον 14.00 Νέα εἰς τὴν γαλλικὴν (8, 467, 158, 557)
stock-row-cell: 930 (909, 2088, 930, 2101)
stock-row (698, 2139, 931, 2152)
stock-row-cell: Ἡλεκτρ. Ἀλεξάνδρ. Σιτρακ (700, 1893, 844, 1906)
stock-row-cell: 2370 (902, 1854, 930, 1867)
share-row-cell: 3.92 (1123, 2022, 1147, 2035)
stock-row (698, 1880, 931, 1893)
dam-article-1: Ὁ ἐκτελεστικὸς διευθυντὴς τοῦ Ὑπουργείου Ἔργων κ. Μούσα Ἀράφα ἐδήλωσεν ὅτι ὅλα τὰ ἀπαιτούμενα κονδύλια ἐξησφαλίσθησαν διὰ τὴν ἀνέγερσιν τοῦ Ὑψηλοῦ Φράγματος. Τὰ ἔργα προχωροῦν κανονικῶς καὶ ἡ πρώτη φάσις θὰ ὁλοκληρωθῇ ἐν- τὸς τοῦ προβλεπομένου χρόνου. Αἱ σοβιετικαὶ μηχαναὶ ἔφθασαν ἤδη εἰς Ἀσσουάν καὶ οἱ Αἰγύπτιοι μη- χανικοὶ συνεργάζονται μὲ τοὺς Σο- βιετικοὺς ἐμπειρογνώμονας. Ἡ ἐρ- γασία συνεχίζεται ἡμέραν καὶ νύκτα. (698, 988, 909, 1170)
cotton-row-cell: τάλ. 61,00 (1090, 1663, 1147, 1676)
stock-row (698, 1867, 931, 1880)
stock-row-cell: 560 (909, 1906, 930, 1919)
stock-table (698, 1634, 931, 2191)
share-row (928, 1866, 1149, 1879)
stock-row-cell: Σελλ Φιέλδ (700, 1880, 761, 1893)
stock-row-cell: 10030 (896, 1647, 930, 1660)
stock-row (698, 2101, 931, 2114)
novel-text-b: πάτε... — χωρὶς τὴν τύχη σου τὸ διαβάζει μὲ τὸ ὄνομα ἐξαπο- λυμένο τόσον ἀνθρώπους. — Πολλὰς, κλάυν! Πέρασε ἔμφανές αὐτὸς ὁ βασιλιὰς, πάντα στὴν θλῖψιν τὴν λήψη τοῦ ὁποῖου Ντιπεϊβαν, ἔρχεται λίγο καλὰ ἐκεῖ, ἰδιαι- τέρως, καὶ μὲ τὴ ὑπομονὴ ἔλυσε κάθε σῆμα ποὺ ἀνήκει στὸ πρᾶγμα. Τὸ Βιβλίο ἔσως, ‘Σᾶς καλῶ εὐχαριστῶ, ἡ σύζυγός μου νὰ μὴν εἴμαι ἀπόλυτα τὴν τὸν καὶ καλοῦμε τὴν κατα- στάση συγκεκριμένα τὸν Κλάυν. Ὁ Ντιπάρ μου Κλάυν, ὅτι εἶναι ἐπὶ τὰ ἐκεῖνα τὸ ἐρωτημέ- νον κι ἐκείνη τὴν στιγμὴ σου καὶ τοῦ λίγο, καὶ κράτω- σε τὸ τέλος, ὅσο ὡς χέρια μου στὰ χείλια. Ἔτσι ἀνυψώθηκε ὁ Κλάυν, χαρίζει πρόσωπο σὲ τόσα τὸ κίνημα ὅπως ἡ νεανικὴ ψυχολογικὴ τοῦ φοιτητοῦ καὶ ὁ ἴδιος νὰ τοῦ πῶ τὰ κάθε ἡ γυναίκα ποὺ ὅταν τῆς λέει ἀκριβῶς καὶ τὸ τίμημα. (166, 964, 315, 1551)
social-notice: — Προσκαλοῦνται τὰ Μέλη τοῦ Συλλόγου Ἑλλήνων Ἀποφοίτων Ἀ- λεξανδρείας καὶ οἱ φίλοι των, εἰς τὸ «Χέσιον τῆς Βασιλείσσης, αὔ- ριον Σάββατον 14ην τρέχ. ὥρα 8 μ.μ. εἰς τὸ Ἐντευκτήριον τῶν Ἀ- κοφιλων. Θὰ ἐπακολουθήσῃ Χο- ρὸς μὲ ἐκλεκτὴ Ὀρχήστρα καὶ πλού- σια κυλικεῖα. Εἴσοδος ἐλευθέρα. (487, 105, 687, 230)
charity-list-2: — Ὁ κ. Ἰθάκης Μακαλῆς προσέφε- ρεν ὑπὲρ τῆς Κωνσταντινοπολιτικῆς Ἀ- δελφότητος Λ.Α. 100 εἰς μνήμην τοῦ ἀδελφοῦ του Ἰωάννου Ματάλου. — Ὁ Κος καὶ Κα Ἀλεξάνδρου Τούρκη προσέφερον Λ.Α. 50 εἰς μνή- μην τῆς ἀειμνήστου Ἑλένης Γεωργίου. — Ὁ Κος καὶ Κα Κωνσταντίνου Καραγιάννη προσέφερον Λ.Α. 500 εἰς μνήμην τῆς ἀειμνήστου μητρός τους. — Ὁ κ. Στέφανος Τοπαλόπουλος προσέφερε Λ.Α. 100 ὑπὲρ τοῦ Νοσοκομείου Κοραῆ. — Ὁ Κος καὶ Κα Σταύρου Σαρικα- μπεϊλῆ προσέφερον Λ.Α. 200 ὑπὲρ τοῦ Ὀρφανοτροφείου Ἀρρένων. (928, 1241, 1148, 1464)
stock-row-cell: 990 (872, 1958, 893, 1971)
share-row-cell: 6.90 (1123, 1970, 1147, 1983)
stock-row-cell: 1050 (865, 1750, 893, 1763)
stock-row-cell: Ἠλεκτρ. Ἐπιχειρήσεις (700, 2010, 819, 2023)
cotton-row (928, 1663, 1149, 1676)
lira-row (928, 1777, 1149, 1790)
radio-athens-schedule-left: ΠΑΡΑΣΚΕΥΗ 13 Ἰανουαρίου 20.00 Τὰ χρονικὰ τῆς ἡμέρας 20.20 Τεχνικὰ μαθήματα διὰ τοῦ ρα- διοφώνου 20.35 Μουσικὴ διασκευὴ ἀπὸ τοὺς Ἴδρυτ. ὀχήμων, πιάνο καὶ Γκέργκορυ Μάνεβ Βιολοντσέλο 21.05 Τραγούδια στὸ δικό ράδιο 21.15 Ἀπὸ τὴν κόσμο τῆς ὕπερυ 21.30 Ἡ ἐφήμερα Βιντερέλπερ 22.15 Ἡ Ἑλληνικὴ ἀπὸ ἡ ἀετὸς τοῦ καιροῦ 23.00 Τραγούδια τῆς Πολιτείας Ἀθη- ναί μέ τὴν χορωδία τῆς Ἀθη- ναϊκῆς Κανταδας συνοδείᾳ Μαν- δολινατα (8, 597, 196, 804)
column-rule (693, 64, 694, 1061)
stock-row (698, 2152, 931, 2165)
lira-row (928, 1764, 1149, 1777)
stock-row (698, 1660, 931, 1673)
stock-row (698, 1997, 931, 2010)
stock-row-cell: Γλάνταρδ (700, 2075, 753, 2088)
stock-exchange-title: ΧΡΗΜΑΤΙΣΤΗΡΙΟΝ ΑΞΙΩΝ (698, 1564, 920, 1583)
municipality-notice-1: Ἐφιστᾶται ἡ προσοχὴ τῶν ἐχόντων ἀποθήκας ἐκποτίσεως εἰς αὐτὰ τὰ μι- κρὰ φορτηγὰ νὰ προσέλθουν εἰς τὴν Δημαρχίαν πρὸς ἐξόφλησιν τῶν τελῶν διὰ τὰ ἔτος 1961—1962 ἐντὸς τοῦ μηνὸς Ἰανουαρίου. Ἐν ἐναντίᾳ περι- πτώσει θὰ ἐφαρμοσθοῦν αἱ διατάξεις τοῦ νόμου. Ἡ Δημαρχία ὑπενθυμίζει ὅτι αἱ ἄδειαι πρέπει νὰ ἀνανεοῦνται κατ' ἔτος. Πλὴν, πληροφορίαι εἰς τὰ γραφεῖα τῆς Δημαρχίας. (487, 1714, 688, 1965)
stock-row (698, 1686, 931, 1699)
section-divider (8, 812, 475, 818)
share-row-cell: Σ. Ταουλῆ (930, 1905, 984, 1918)
cotton-row-cell: ΙΟΥΝΙΟΣ (930, 1689, 980, 1702)
share-row-cell: 8.25 (1123, 1814, 1147, 1827)
stock-row-cell: 760 (872, 2036, 893, 2049)
stock-row (698, 1712, 931, 1725)
stock-row (698, 1958, 931, 1971)
stock-row-cell: Ἀραβικαὶ Ἐκτυπώσεις (700, 2049, 818, 2062)
fx-table (928, 1814, 1149, 2035)
stock-row-cell: Σιδηρόδρομοι Μέσου (700, 1854, 813, 1867)
stock-row-cell: 1710 (865, 1699, 893, 1712)
share-row (928, 1853, 1149, 1866)
stock-row (698, 2010, 931, 2023)
share-row-cell: 9.75 (1123, 1853, 1147, 1866)
lira-title: Η ΤΙΜΗ ΤΗΣ ΛΙΡΑΣ (928, 1708, 1149, 1728)
share-row-cell: Εἰσάγωγα (930, 1957, 985, 1970)
sports-lede: Ἡ διένεξις Ὁμοσπονδίας Ποδοσφαίρου — Α.Ε.Ε.Α. δὲν ἐλύθη ἀκόμη — Ἡ Ἕνωσις εἶναι ἀποσυρμένη ἀπὸ τὰ φάσει τῆς ἀκρα. (1161, 585, 1567, 633)
stock-row (698, 1776, 931, 1789)
column-news (698, 933, 1149, 2304)
cotton-row-cell: τάλ. 61,75 (1090, 1689, 1147, 1702)
share-row-cell: Ἀγγλο Ιπε (930, 1866, 983, 1879)
stock-row-cell: Ὁὐλφον Κομπράνι (700, 1750, 798, 1763)
paok-headline-1: Η Π Α Ο Κ ΗΚΥΡΟΣΕ (1398, 1046, 1568, 1067)
stock-row-cell: 990 (909, 1958, 930, 1971)
stock-row-cell: 1810 (902, 1737, 930, 1750)
masthead-title: «ΑΙΓΥΠΤΟΣ» (718, 24, 892, 48)
stock-row (698, 2023, 931, 2036)
cotton-row-cell: τάλ. 64,10 (1090, 1624, 1147, 1637)
stock-row-cell: 890 (872, 1932, 893, 1945)
consul-article: Προχθὲς ἐν τῇ πόλει μας Γερ- μανὸς Πρόξενος καὶ ἡ Κα Γέσσερ ἐδέχθησαν ἐρήμην πρὸς τιμὴν τῶν δημοσιογράφων. Τὸ ζεῦγος Γέσσερ, γνωστὸν διὰ τὴν φιλοξενίαν του καὶ γενικώτερον διὰ τὰ αἰσθήματα συμπαθείας πρὸς τὸν Ἑλληνισμὸν, δὲν ἐδέχθη μόνον τὴν εὐκαιρίαν διὰ νὰ ἐκδηλώσῃ τὴν εὐγένειαν τῶν καὶ νὰ προσφέρῃ ἀφθονώτερον τρεῖς ὡραίας τῶν δεξιώσεων. Ἐκεῖ συνεκεντρώθησαν ὅλοι οἱ ἀντιπρόσωποι τοῦ Τύπου καὶ τῶν ὑπηρεσιῶν. Εἰς τὴν ἀνώτερην καὶ ἐγκάρδιον ἀτμόσφαιραν, ὅσοι ἐπισκέφθησαν τὸ σπίτι τοῦ ζεύγους περνοῦσαν τὸ ἐπὶ δύο ὥρας, ὅπου ἐγινε συζήτησις καὶ ἀνταλλαγὴ γνωμῶν. Κατὰ τὴν ὥραν τοῦ κοκτέιλ ἡ κυρία Γέσσερ προσεφώνησεν τοὺς παρισταμένους καὶ εἶπεν ὅτι αἰσθά- νεται βαθεῖαν εὐχαρίστησιν διὰ τὴν παρουσίαν των. Τελευταῖος ἔλαβε τὸν λόγον ὁ Πρόξενος, ὁ ὁποῖος ηὐχήθη εἰς ὅλους καλὴν χρονιὰν. (487, 298, 688, 675)
stock-row-cell: Νιλὸς Ἰσαν (700, 1932, 762, 1945)
memorial-1-text: Μεθαύριον Κυριακὴν 15ην Ἰα- νουαρίου καὶ ὥραν 10.15 π.μ. εἰς τὸν Ἱερὸν Ναὸν τῶν Ταξιαρχῶν, τελεσθήσεται ἑξάμηνον μνημόσυνον ὑπὲρ ἀναπαύσεως τῆς ψυχῆς τοῦ προσφιλοῦς ἡμῖν συζύγου, πατρός, πάππου, ἀδελφοῦ καὶ θείου (487, 1038, 688, 1150)
